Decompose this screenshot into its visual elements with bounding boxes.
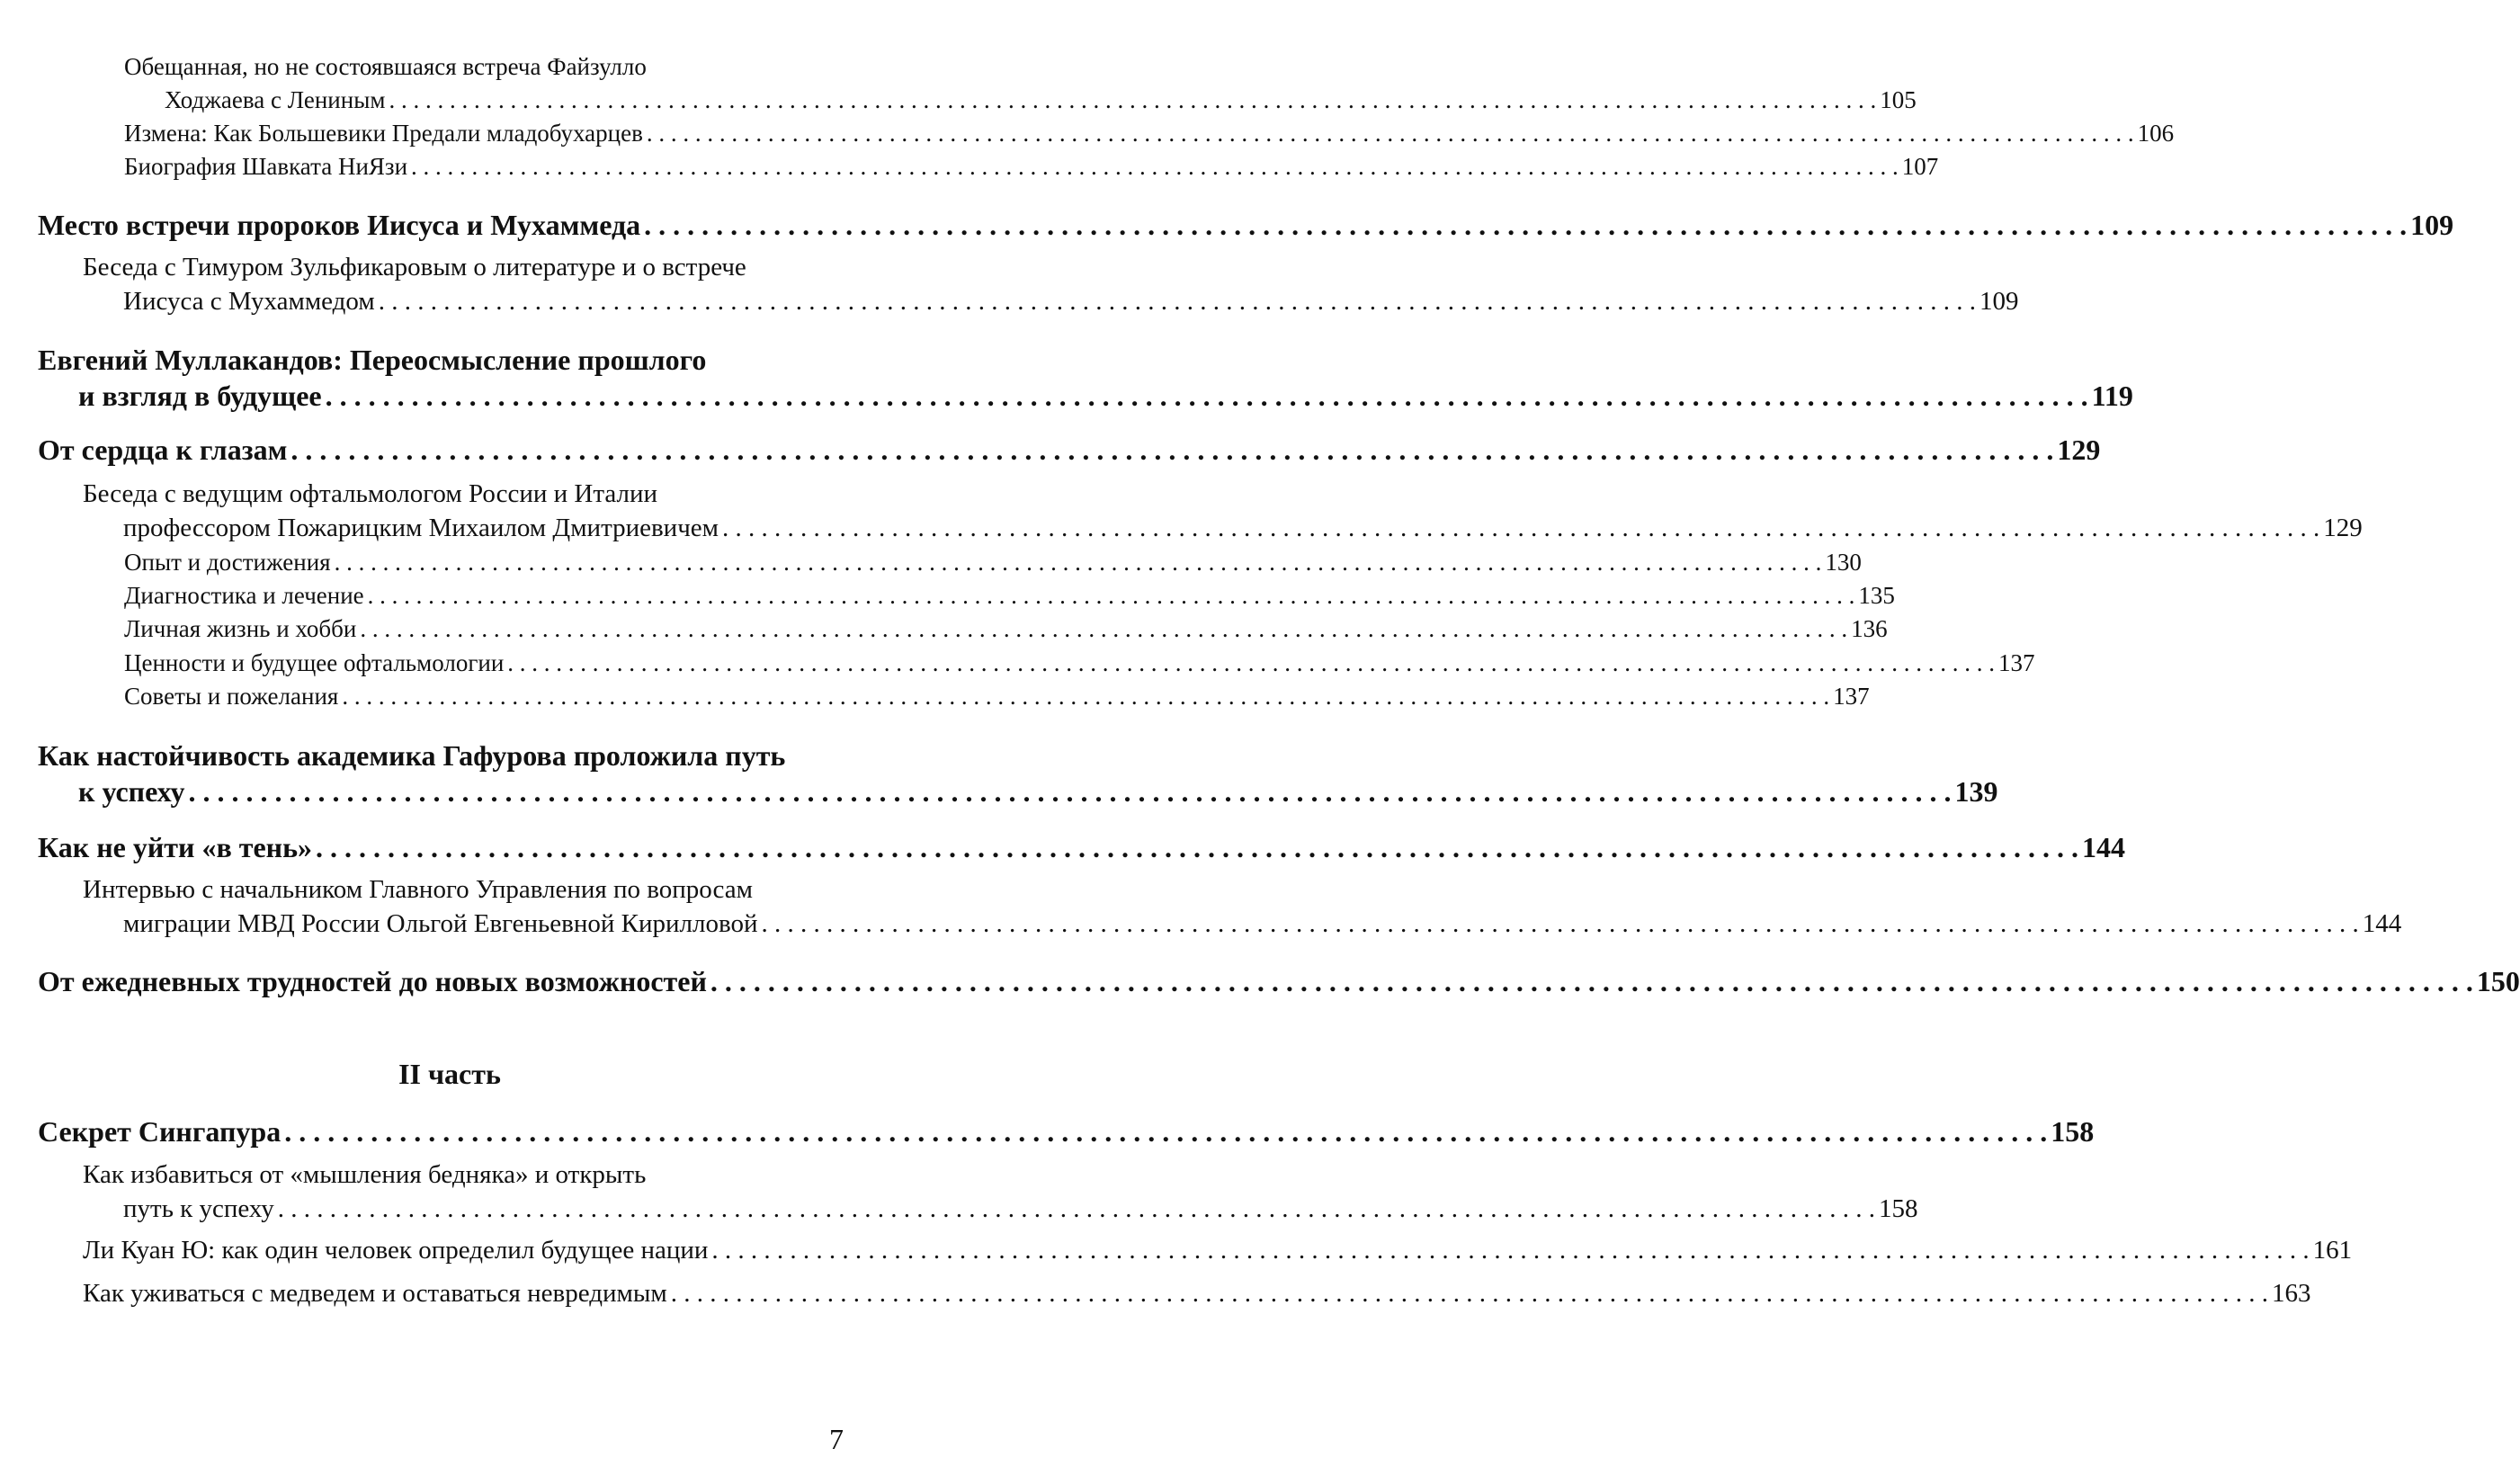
toc-page-number: 158 xyxy=(1879,1194,1918,1223)
toc-entry-title: Советы и пожелания xyxy=(124,683,339,710)
dot-leader xyxy=(342,680,1829,713)
toc-entry xyxy=(124,680,1870,713)
dot-leader xyxy=(335,546,1822,579)
dot-leader xyxy=(647,117,2134,150)
toc-entry-line: Беседа с ведущим офтальмологом России и Италии xyxy=(83,479,658,508)
toc-chapter-title: От сердца к глазам xyxy=(38,434,288,466)
dot-leader xyxy=(644,207,2407,243)
dot-leader xyxy=(722,511,2319,545)
toc-entry-title: Как уживаться с медведем и оставаться невредимым xyxy=(83,1279,667,1308)
toc-chapter xyxy=(38,738,1998,809)
toc-entry xyxy=(124,150,1939,183)
toc-page-number: 144 xyxy=(2362,909,2402,938)
toc-page-number: 137 xyxy=(1833,683,1870,710)
toc-page-number: 109 xyxy=(2410,209,2454,241)
toc-entry xyxy=(83,872,2402,941)
toc-chapter-line: Евгений Муллакандов: Переосмысление прошлого xyxy=(38,344,707,376)
toc-entry-title: путь к успеху xyxy=(123,1194,274,1223)
toc-page-number: 129 xyxy=(2323,514,2363,542)
toc-entry-line: Как избавиться от «мышления бедняка» и открыть xyxy=(83,1160,647,1189)
toc-chapter-line: Как настойчивость академика Гафурова проложила путь xyxy=(38,739,786,772)
toc-page-number: 106 xyxy=(2137,120,2175,147)
dot-leader xyxy=(389,84,1876,117)
toc-page-number: 161 xyxy=(2312,1236,2353,1265)
dot-leader xyxy=(379,284,1976,318)
dot-leader xyxy=(326,378,2088,414)
toc-entry-title: Ли Куан Ю: как один человек определил будущее нации xyxy=(83,1236,709,1265)
toc-entry xyxy=(124,117,2175,150)
toc-page-number: 163 xyxy=(2271,1279,2311,1308)
page-number: 7 xyxy=(829,1423,844,1455)
toc-entry-title: Иисуса с Мухаммедом xyxy=(123,287,375,316)
dot-leader xyxy=(316,829,2078,865)
toc-entry xyxy=(83,1233,2353,1267)
toc-chapter xyxy=(38,829,2126,865)
dot-leader xyxy=(284,1113,2047,1149)
toc-entry-title: Ценности и будущее офтальмологии xyxy=(124,649,505,676)
toc-entry-title: Биография Шавката НиЯзи xyxy=(124,153,408,180)
toc-chapter-title: Как не уйти «в тень» xyxy=(38,831,313,863)
toc-entry xyxy=(83,1158,1918,1226)
toc-entry-title: Измена: Как Большевики Предали младобухарцев xyxy=(124,120,643,147)
toc-entry xyxy=(83,477,2363,545)
toc-chapter xyxy=(38,342,2133,414)
dot-leader xyxy=(368,579,1855,612)
toc-chapter-title: От ежедневных трудностей до новых возможностей xyxy=(38,965,707,997)
dot-leader xyxy=(711,1233,2309,1267)
toc-entry-line: Интервью с начальником Главного Управления по вопросам xyxy=(83,875,753,904)
toc-entry xyxy=(124,612,1888,646)
toc-chapter-title: к успеху xyxy=(78,775,185,808)
toc-entry-title: Личная жизнь и хобби xyxy=(124,615,357,642)
toc-entry xyxy=(124,50,1917,117)
toc-page-number: 119 xyxy=(2091,380,2133,412)
dot-leader xyxy=(710,963,2473,999)
dot-leader xyxy=(507,647,1995,680)
toc-entry-title: профессором Пожарицким Михаилом Дмитриевичем xyxy=(123,514,719,542)
toc-entry xyxy=(124,546,1862,579)
dot-leader xyxy=(411,150,1899,183)
toc-chapter-title: и взгляд в будущее xyxy=(78,380,322,412)
toc-page-number: 144 xyxy=(2082,831,2126,863)
toc-entry xyxy=(83,1276,2311,1310)
toc-entry xyxy=(83,250,2019,318)
toc-entry-title: Опыт и достижения xyxy=(124,549,331,576)
toc-page-number: 136 xyxy=(1851,615,1888,642)
toc-chapter-title: Секрет Сингапура xyxy=(38,1115,281,1148)
dot-leader xyxy=(360,612,1847,646)
toc-page-number: 129 xyxy=(2057,434,2101,466)
dot-leader xyxy=(188,773,1951,809)
toc-page-number: 107 xyxy=(1901,153,1939,180)
toc-page-number: 105 xyxy=(1880,86,1917,113)
toc-entry-line: Обещанная, но не состоявшаяся встреча Файзулло xyxy=(124,53,647,80)
dot-leader xyxy=(761,907,2358,941)
toc-page-number: 137 xyxy=(1998,649,2035,676)
toc-chapter xyxy=(38,432,2101,468)
toc-page-number: 139 xyxy=(1954,775,1998,808)
toc-entry xyxy=(124,647,2035,680)
toc-chapter xyxy=(38,207,2454,243)
dot-leader xyxy=(671,1276,2268,1310)
toc-entry-title: Диагностика и лечение xyxy=(124,582,364,609)
toc-page-number: 150 xyxy=(2476,965,2520,997)
toc-entry-title: Ходжаева с Лениным xyxy=(165,86,386,113)
part-heading: II часть xyxy=(398,1058,501,1090)
toc-chapter-title: Место встречи пророков Иисуса и Мухаммеда xyxy=(38,209,641,241)
toc-page-number: 135 xyxy=(1858,582,1895,609)
toc-page-number: 130 xyxy=(1825,549,1862,576)
toc-entry-line: Беседа с Тимуром Зульфикаровым о литературе и о встрече xyxy=(83,253,746,282)
dot-leader xyxy=(278,1192,1875,1226)
toc-page-number: 109 xyxy=(1979,287,2019,316)
toc-chapter xyxy=(38,1113,2095,1149)
dot-leader xyxy=(290,432,2053,468)
toc-entry-title: миграции МВД России Ольгой Евгеньевной Кирилловой xyxy=(123,909,758,938)
toc-page-number: 158 xyxy=(2051,1115,2095,1148)
toc-chapter xyxy=(38,963,2520,999)
toc-entry xyxy=(124,579,1895,612)
